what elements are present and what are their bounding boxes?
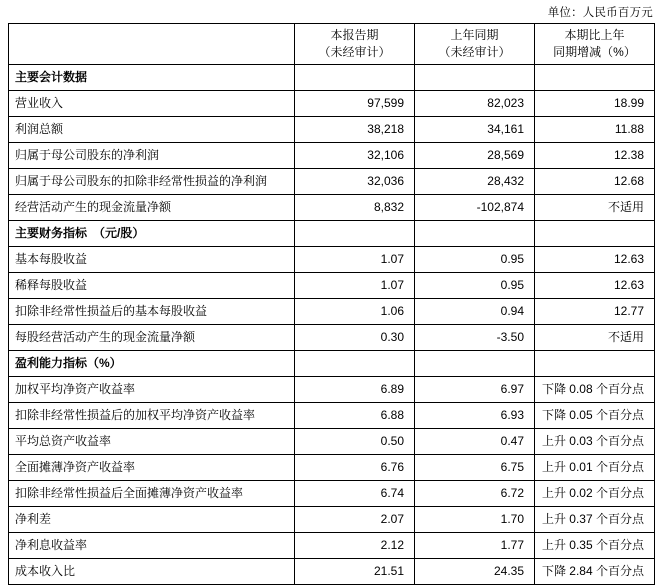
table-row	[9, 299, 655, 325]
section-change-cell	[535, 351, 655, 377]
section-change-cell	[535, 65, 655, 91]
row-label: 扣除非经常性损益后全面摊薄净资产收益率	[9, 481, 295, 507]
row-label: 利润总额	[9, 117, 295, 143]
section-label: 盈利能力指标（%）	[9, 351, 295, 377]
row-current-value: 21.51	[295, 559, 415, 585]
row-previous-value: 1.77	[415, 533, 535, 559]
row-previous-value: 0.95	[415, 273, 535, 299]
row-label: 平均总资产收益率	[9, 429, 295, 455]
section-previous-cell	[415, 351, 535, 377]
table-row	[9, 247, 655, 273]
row-current-value: 32,106	[295, 143, 415, 169]
row-change-value: 12.68	[535, 169, 655, 195]
row-previous-value: 28,569	[415, 143, 535, 169]
header-current-line1: 本报告期	[330, 28, 379, 42]
row-label: 扣除非经常性损益后的基本每股收益	[9, 299, 295, 325]
row-change-value: 下降 0.08 个百分点	[535, 377, 655, 403]
row-previous-value: 6.97	[415, 377, 535, 403]
row-current-value: 2.12	[295, 533, 415, 559]
row-change-value: 12.63	[535, 273, 655, 299]
table-row	[9, 507, 655, 533]
row-previous-value: 6.93	[415, 403, 535, 429]
row-change-value: 不适用	[535, 325, 655, 351]
row-label: 基本每股收益	[9, 247, 295, 273]
row-previous-value: -102,874	[415, 195, 535, 221]
table-row	[9, 455, 655, 481]
row-previous-value: 6.75	[415, 455, 535, 481]
table-body	[9, 65, 655, 585]
section-previous-cell	[415, 65, 535, 91]
row-label: 归属于母公司股东的净利润	[9, 143, 295, 169]
table-row	[9, 117, 655, 143]
table-row	[9, 533, 655, 559]
row-current-value: 0.50	[295, 429, 415, 455]
section-label: 主要会计数据	[9, 65, 295, 91]
financial-summary-table	[8, 23, 655, 585]
row-current-value: 6.89	[295, 377, 415, 403]
section-previous-cell	[415, 221, 535, 247]
row-label: 全面摊薄净资产收益率	[9, 455, 295, 481]
table-row	[9, 403, 655, 429]
row-current-value: 97,599	[295, 91, 415, 117]
row-current-value: 6.74	[295, 481, 415, 507]
table-row	[9, 481, 655, 507]
row-previous-value: -3.50	[415, 325, 535, 351]
header-cell-previous	[415, 24, 535, 65]
row-change-value: 上升 0.02 个百分点	[535, 481, 655, 507]
header-previous-line2: （未经审计）	[438, 45, 511, 59]
row-label: 净利息收益率	[9, 533, 295, 559]
table-section-row	[9, 221, 655, 247]
row-previous-value: 34,161	[415, 117, 535, 143]
row-label: 稀释每股收益	[9, 273, 295, 299]
row-change-value: 上升 0.35 个百分点	[535, 533, 655, 559]
table-row	[9, 169, 655, 195]
row-label: 净利差	[9, 507, 295, 533]
row-current-value: 1.06	[295, 299, 415, 325]
row-previous-value: 24.35	[415, 559, 535, 585]
row-label: 加权平均净资产收益率	[9, 377, 295, 403]
row-change-value: 下降 0.05 个百分点	[535, 403, 655, 429]
header-cell-label	[9, 24, 295, 65]
table-row	[9, 195, 655, 221]
table-row	[9, 559, 655, 585]
section-current-cell	[295, 351, 415, 377]
header-change-line2: 同期增减（%）	[553, 45, 636, 59]
row-label: 扣除非经常性损益后的加权平均净资产收益率	[9, 403, 295, 429]
row-previous-value: 1.70	[415, 507, 535, 533]
section-current-cell	[295, 221, 415, 247]
row-label: 成本收入比	[9, 559, 295, 585]
row-change-value: 下降 2.84 个百分点	[535, 559, 655, 585]
row-previous-value: 0.94	[415, 299, 535, 325]
table-row	[9, 429, 655, 455]
row-label: 每股经营活动产生的现金流量净额	[9, 325, 295, 351]
row-previous-value: 0.95	[415, 247, 535, 273]
row-change-value: 上升 0.03 个百分点	[535, 429, 655, 455]
row-previous-value: 0.47	[415, 429, 535, 455]
section-label: 主要财务指标 （元/股）	[9, 221, 295, 247]
table-section-row	[9, 65, 655, 91]
header-change-line1: 本期比上年	[564, 28, 625, 42]
row-current-value: 6.88	[295, 403, 415, 429]
header-current-line2: （未经审计）	[318, 45, 391, 59]
row-current-value: 2.07	[295, 507, 415, 533]
row-change-value: 12.38	[535, 143, 655, 169]
row-previous-value: 28,432	[415, 169, 535, 195]
table-row	[9, 273, 655, 299]
row-label: 归属于母公司股东的扣除非经常性损益的净利润	[9, 169, 295, 195]
row-label: 营业收入	[9, 91, 295, 117]
row-change-value: 12.63	[535, 247, 655, 273]
header-row	[9, 24, 655, 65]
row-current-value: 38,218	[295, 117, 415, 143]
row-current-value: 32,036	[295, 169, 415, 195]
table-row	[9, 325, 655, 351]
section-change-cell	[535, 221, 655, 247]
row-current-value: 1.07	[295, 247, 415, 273]
header-cell-current	[295, 24, 415, 65]
table-header	[9, 24, 655, 65]
header-previous-line1: 上年同期	[450, 28, 499, 42]
section-current-cell	[295, 65, 415, 91]
table-row	[9, 377, 655, 403]
row-current-value: 6.76	[295, 455, 415, 481]
row-change-value: 12.77	[535, 299, 655, 325]
table-section-row	[9, 351, 655, 377]
table-row	[9, 143, 655, 169]
row-change-value: 不适用	[535, 195, 655, 221]
row-current-value: 1.07	[295, 273, 415, 299]
row-current-value: 8,832	[295, 195, 415, 221]
row-change-value: 上升 0.01 个百分点	[535, 455, 655, 481]
row-change-value: 18.99	[535, 91, 655, 117]
row-label: 经营活动产生的现金流量净额	[9, 195, 295, 221]
row-change-value: 上升 0.37 个百分点	[535, 507, 655, 533]
row-previous-value: 82,023	[415, 91, 535, 117]
header-cell-change	[535, 24, 655, 65]
table-row	[9, 91, 655, 117]
row-current-value: 0.30	[295, 325, 415, 351]
unit-note: 单位：人民币百万元	[547, 7, 653, 19]
row-previous-value: 6.72	[415, 481, 535, 507]
row-change-value: 11.88	[535, 117, 655, 143]
